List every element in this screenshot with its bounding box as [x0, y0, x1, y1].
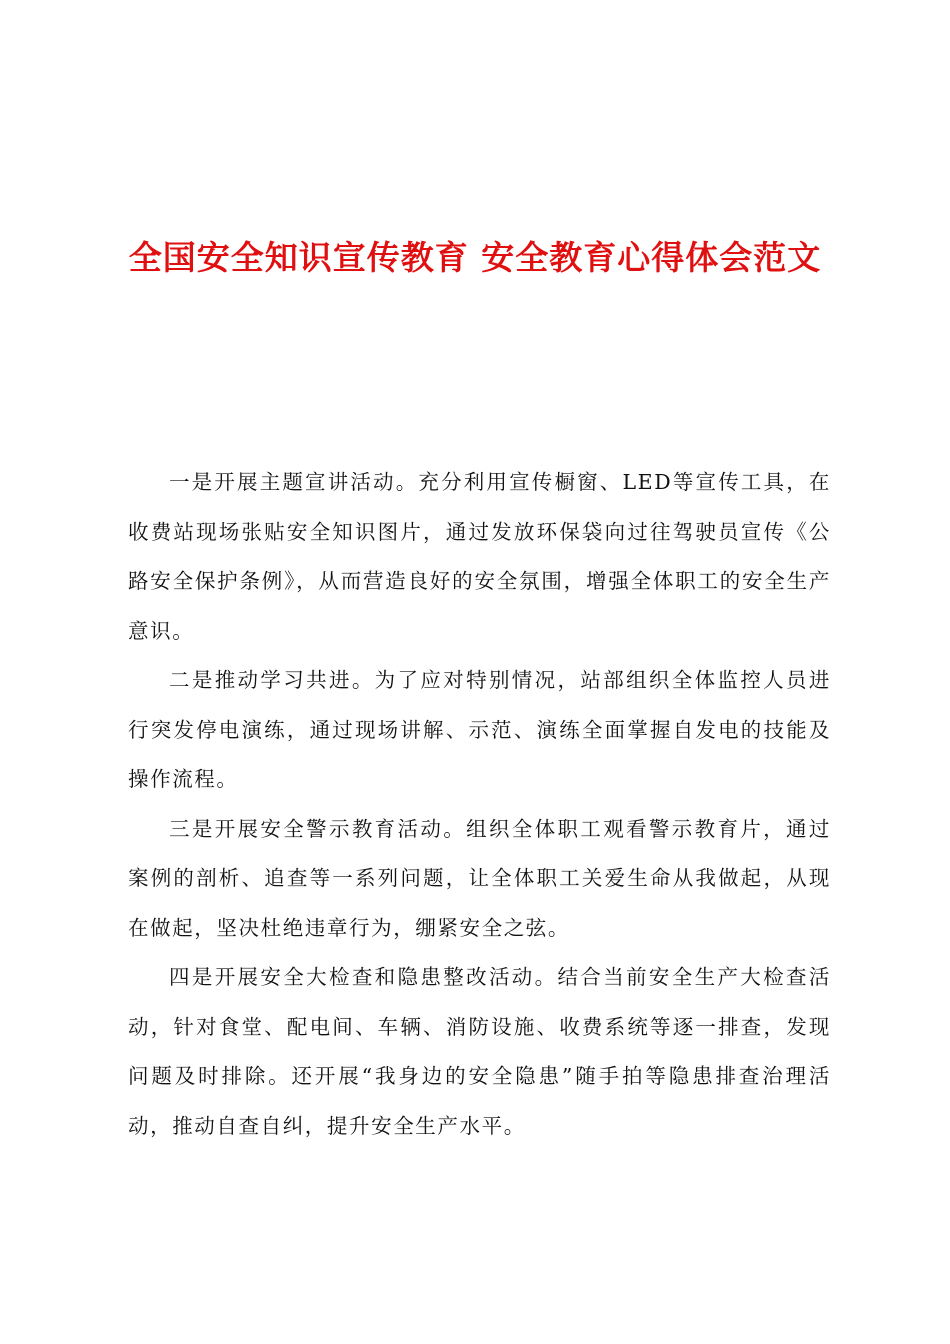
document-title: 全国安全知识宣传教育 安全教育心得体会范文: [128, 238, 822, 277]
paragraph-3: 三是开展安全警示教育活动。组织全体职工观看警示教育片，通过案例的剖析、追查等一系列问题，让全体职工关爱生命从我做起，从现在做起，坚决杜绝违章行为，绷紧安全之弦。: [128, 816, 831, 940]
document-body: [128, 458, 831, 1151]
paragraph-2: 二是推动学习共进。为了应对特别情况，站部组织全体监控人员进行突发停电演练，通过现场讲解、示范、演练全面掌握自发电的技能及操作流程。: [128, 668, 831, 791]
paragraph-4: 四是开展安全大检查和隐患整改活动。结合当前安全生产大检查活动，针对食堂、配电间、车辆、消防设施、收费系统等逐一排查，发现问题及时排除。还开展“我身边的安全隐患”随手拍等隐患排查治理活动，推动自查自纠，提升安全生产水平。: [128, 965, 831, 1138]
paragraph-1: 一是开展主题宣讲活动。充分利用宣传橱窗、LED等宣传工具，在收费站现场张贴安全知识图片，通过发放环保袋向过往驾驶员宣传《公路安全保护条例》，从而营造良好的安全氛围，增强全体职工的安全生产意识。: [128, 470, 831, 643]
